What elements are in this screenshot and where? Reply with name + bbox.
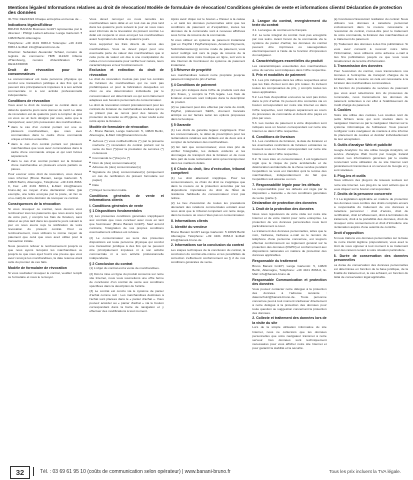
paragraph: En fonction du prestataire de services de paiement que vous avez sélectionné lors du processus de commande, nous transmettons les données de paiement collectées à cet effet à l'établissement de crédit chargé du paiement. <box>333 86 408 107</box>
paragraph: (2) Le lieu d'exécution de toutes les prestations découlant des relations commerciales existant avec nous ainsi que le tribunal compétent est notre siège, dans la mesure où vous n'êtes pas un consommateur. <box>170 201 246 218</box>
paragraph: (1) Les présentes conditions générales s'appliquent aux contrats que vous concluez avec nous en tant que fournisseur (Bruno Banani GmbH). Sauf accord contraire, l'intégration de vos propres conditions éventuellement utilisées est refusée. <box>89 214 164 235</box>
footer-contact: Tél. : 03 69 61 95 10 (coûts de communication selon opérateur) | www.banani-bruno.fr <box>40 468 231 475</box>
paragraph: (2) Le consommateur au sens des présentes dispositions est toute personne physique qui conclut une transaction juridique à des fins qui ne peuvent être principalement imputées ni à son activité commerciale ni à son activité professionnelle indépendante. <box>89 235 164 260</box>
section-heading: 8. Durée de conservation des données personnelles <box>333 253 408 262</box>
paragraph: Les étapes techniques de la conclusion du contrat, la conclusion du contrat elle-même et les possibilités de correction s'effectuent conformément au § 2 de nos conditions générales de vente. <box>170 248 246 265</box>
bullet-item: ■ dans le cas d'un contrat portant sur la livraison d'une marchandise en plusieurs envois partiels ou pièces. <box>8 159 82 171</box>
section-heading: Indications légales/Editeur <box>8 22 53 27</box>
paragraph: La durée de conservation des données personnelles est déterminée en fonction de la base juridique, de la finalité du traitement et, le cas échéant, en fonction du délai de conservation légal applicable. <box>333 262 408 279</box>
footer-note: Tous les prix incluent la TVA légale. <box>329 469 401 474</box>
paragraph: Les marchandises restent notre propriété jusqu'au paiement intégral du prix d'achat. <box>170 73 246 82</box>
section-heading: § 3 Réserve de propriété <box>170 68 212 73</box>
section-heading: 5. Outils d'analyse Web et publicité <box>333 143 392 148</box>
paragraph: (1) Les prix indiqués dans l'offre de produits sont des prix finaux, y compris la TVA légale. Les frais de livraison éventuels sont indiqués dans la description du produit. <box>170 87 246 104</box>
text-column <box>334 17 408 457</box>
section-heading: 2. Informations sur la conclusion du contrat <box>170 243 244 248</box>
section-heading: Droit d'opposition <box>333 230 364 235</box>
paragraph: Les caractéristiques essentielles des marchandises et/ou du service sont indiquées dans l'offre respective. <box>252 63 327 72</box>
section-heading: 6. Plug-ins et outils <box>333 173 366 178</box>
bullet-item: ■ dans le cas d'un contrat portant sur plusieurs marchandises que vous avez commandées dans le cadre d'une commande unique et qui sont livrées séparément. <box>8 142 82 158</box>
paragraph: 7.1 La législation applicable en matière de protection des données vous confère des droits complets envers le responsable du traitement de vos données à caractère personnel : droit d'accès, droit de rectification, droit à l'effacement, droit à la limitation du traitement, droit à la portabilité des données, droit de révoquer votre consentement et droit d'introduire une réclamation auprès d'une autorité de contrôle. <box>333 197 408 230</box>
paragraph: (2) Le paiement peut être effectué par carte de crédit, PayPal, prélèvement SEPA, virement bancaire anticipé ou sur facture selon les options proposées dans la boutique. <box>170 105 246 122</box>
bullet-item: ■ dans le cas d'un contrat portant sur une ou plusieurs marchandises, que vous avez commandées dans le cadre d'une commande unique et livrées ensemble. <box>8 125 82 141</box>
bullet-item: ■ Adresse du (des) consommateur(s) <box>89 165 163 169</box>
paragraph: A : Bruno Banani, Lange Gartenstr. 5, 10829 Berlin, Allemagne, E-Mail: info@banani-bruno.de <box>89 129 164 138</box>
text-column <box>252 17 326 457</box>
paragraph: (2) En tant que consommateur, vous êtes prié de vérifier l'intégralité, les défauts évidents et les dommages de transport dès la livraison et de nous faire part de toute réclamation ainsi qu'au transporteur dans les meilleurs délais. <box>170 144 246 166</box>
text-column <box>8 17 82 457</box>
paragraph: (b) Traitement des données à des fins publicitaires: Si vous avez consenti à recevoir notre lettre d'information, nous utilisons votre adresse e-mail à des fins publicitaires jusqu'à ce que vous vous désabonniez de la lettre d'information. <box>333 42 408 63</box>
section-heading: I. Conditions générales de vente <box>89 203 144 208</box>
paragraph: Le droit de révocation n'existe pas pour les contrats de livraison de marchandises qui ne sont pas préfabriquées et pour la fabrication desquelles un choix ou une détermination individuelle par le consommateur est déterminant ou qui sont clairement adaptées aux besoins personnels du consommateur. <box>89 77 164 102</box>
section-heading: 7. Responsabilité légale pour les défauts <box>252 182 320 187</box>
paragraph: Pour exercer votre droit de révocation, vous devez nous informer (Bruno Banani, Lange Gartenstr. 5, 10829 Berlin, Allemagne, Téléphone: +49 4101 8063-0, Fax: +49 4101 8063-1, E-Mail: info@banani-bruno.de) au moyen d'une déclaration claire (par exemple, une lettre envoyée par la poste, un fax ou un e-mail) de votre décision de révoquer ce contrat. <box>8 171 83 201</box>
paragraph: Google Analytics: Ce site utilise Google Analytics, un service d'analyse Web fourni par Google Ireland Limited. Les informations générées par le cookie concernant votre utilisation de ce site Internet sont généralement transmises à un serveur de Google et y sont stockées. <box>333 147 408 173</box>
section-heading: 1. Identité du vendeur <box>170 224 207 229</box>
section-heading: § 5 Garantie <box>170 122 191 127</box>
paragraph: Vous pouvez contacter notre délégué à la protection des données à l'adresse suivante : datenschutz@banani-bruno.de. Toute personne concernée peut à tout moment s'adresser directement à notre délégué à la protection des données pour toute question ou suggestion concernant la protection des données. <box>252 286 327 315</box>
section-heading: 7. Droits de la personne concernée <box>333 192 392 197</box>
paragraph: 3.1. La langue du contrat est le français. <box>252 27 308 32</box>
paragraph: 5.3. Les modes de paiement à votre disposition sont indiqués sous un bouton correspondant sur notre site Internet ou dans l'offre respective. <box>252 120 327 133</box>
bullet-item: ■ Signature du (des) consommateur(s) (uniquement en cas de notification du présent formulaire sur papier) <box>89 170 163 182</box>
section-heading: Responsable du traitement <box>252 259 298 264</box>
text-columns <box>8 17 408 457</box>
paragraph: 6.2. Si vous êtes un consommateur, il est légalement réglé que le risque de perte accidentelle et de détérioration accidentelle de la chose vendue pendant l'expédition ne vous est transféré qu'à la remise des marchandises, indépendamment du fait que l'expédition soit assurée ou non. <box>252 156 327 181</box>
section-heading: Conséquences de la révocation <box>8 201 61 206</box>
section-heading: Conditions de révocation <box>8 98 51 103</box>
page-heading: Mentions légales/ Informations relatives au droit de révocation/ Modèle de formulaire de révocation/ Conditions générales de vente et informations clients/ Déclaration de protection des données <box>8 5 402 16</box>
paragraph: (1) Le droit allemand s'applique. Pour les consommateurs, ce choix du droit ne s'applique que dans la mesure où la protection accordée par les dispositions impératives du droit de l'État de résidence habituelle du consommateur n'est pas retirée. <box>170 175 246 201</box>
paragraph: Bruno Banani GmbH, Lange Gartenstr. 5, 10829 Berlin, Allemagne, Téléphone: +49 4101 8063-0, E-Mail: info@banani-bruno.de <box>252 263 327 276</box>
section-heading: 3. Transmission des données <box>333 64 383 69</box>
section-heading: Conditions générales de vente et informations clients <box>89 193 164 202</box>
section-heading: Modèle de formulaire de révocation <box>89 124 149 129</box>
text-column <box>89 17 163 457</box>
paragraph: Si vous souhaitez révoquer le contrat, veuillez remplir ce formulaire et nous le renvoyer. <box>8 270 83 279</box>
paragraph: (3) Le contrat est conclu via le système de panier d'achat comme suit : Les marchandises destinées à l'achat sont placées dans le « panier d'achat ». Vous pouvez accéder au « panier d'achat » via le bouton correspondant dans la barre de navigation et y effectuer des modifications à tout moment. <box>89 288 164 314</box>
paragraph: (a) Conclusion/ Exécution/ résiliation du contrat: Nous utilisons vos données à caractère personnel exclusivement dans la mesure nécessaire à l'exécution du contrat, c'est-à-dire pour le traitement de votre commande, la livraison des marchandises et le traitement du paiement. <box>333 17 408 42</box>
section-heading: § 2 Conclusion du contrat <box>89 261 133 266</box>
section-heading: § 1 Dispositions fondamentales <box>89 209 142 214</box>
paragraph: Lors de la simple utilisation informative du site Internet, nous ne collectons que les données personnelles que votre navigateur transmet à notre serveur. Ces données sont techniquement nécessaires pour vous afficher notre site Internet et pour garantir la stabilité et la sécurité. <box>252 325 327 350</box>
section-heading: Déclaration de protection des données <box>252 201 317 206</box>
paragraph: Pour l'exécution du contrat, nous transmettons vos données à l'entreprise de transport chargée de la livraison, dans la mesure où cela est nécessaire à la livraison des marchandises commandées. <box>333 69 408 86</box>
section-heading: § 4 Conditions de paiement <box>170 82 217 87</box>
section-heading: 6. Conditions de livraison <box>252 134 295 139</box>
bullet-item: ■ Date <box>89 183 163 187</box>
paragraph: Nous utilisons des plug-ins de réseaux sociaux sur notre site Internet. Les plug-ins ne sont activés que si vous cliquez sur le bouton correspondant. <box>333 178 408 191</box>
paragraph: (*) Rayez la mention inutile. <box>89 188 128 193</box>
paragraph: 5.2. Les frais d'expédition encourus ne sont pas inclus dans le prix d'achat. Ils peuvent être consultés via un bouton correspondant sur notre site Internet ou dans l'offre respective, sont indiqués séparément au cours du processus de commande et doivent être payés en plus par vous. <box>252 95 327 120</box>
section-heading: Droit de révocation pour les consommateurs <box>8 67 83 77</box>
paragraph: La responsabilité pour les défauts est régie par la disposition « Garantie » de nos conditions générales de vente (partie I). <box>252 187 327 200</box>
paragraph: 6.1. Les conditions de livraison, la date de livraison et les éventuelles restrictions de livraison existantes se trouvent sous un bouton correspondant sur notre site Internet ou dans l'offre respective. <box>252 139 327 156</box>
footer-divider <box>33 467 34 476</box>
paragraph: Téléphone: +49 4101 8063-0 Télécopie: +49 4101 8063-1 E-Mail: info@banani-bruno.de <box>8 40 83 49</box>
paragraph: Notre site utilise des cookies. Les cookies sont de petits fichiers texte qui sont stockés dans le navigateur Internet ou par le navigateur Internet sur le système informatique de l'utilisateur. Vous pouvez configurer votre navigateur de manière à être informé du placement de cookies et décider individuellement de leur acceptation. <box>333 113 408 142</box>
section-heading: 3. Langue du contrat, enregistrement du texte du contrat <box>252 18 327 27</box>
bullet-item: ■ Je/nous (*) vous notifie/notifions (*) par la présente ma/notre (*) révocation du contrat portant sur la vente du bien (*)/pour la prestation de services (*) ci-dessous <box>89 139 163 155</box>
section-heading: Responsable Communication et protection des données <box>252 277 327 286</box>
paragraph: Direction: Sebastian Alexander Schaul, numéro de registre de commerce: HRB 112420 tribunal d'Hambourg, numéro d'identification TVA DE113330098 <box>8 50 83 67</box>
section-heading: 4. Caractéristiques essentielles du produit <box>252 58 323 63</box>
section-heading: Exclusion et extinction du droit de révocation <box>89 68 164 77</box>
paragraph: Vous devez renvoyer ou nous remettre les marchandises sans délai et en tout cas au plus tard dans les quatorze jours suivant le jour où vous nous avez informés de la révocation du présent contrat. Le délai est respecté si vous envoyez les marchandises avant l'expiration du délai de quatorze jours. <box>89 17 164 42</box>
paragraph: BRUNO BANANI Business GmbH représentée par le directeur : Philipp Liebert adresse: Lange Gartenstr. 5 10829 Berlin Allemagne <box>8 27 83 40</box>
bullet-item: ■ Commandé le (*)/reçu le (*) <box>89 156 163 160</box>
page-footer <box>0 464 413 480</box>
text-column <box>171 17 245 457</box>
section-heading: 1. Droit de la protection des données <box>252 206 314 211</box>
section-heading: 4. Cookies <box>333 108 352 113</box>
bullet-item: ■ Nom du (des) consommateur(s) <box>89 161 163 165</box>
paragraph: Si vous révoquez ce contrat, nous devons vous rembourser tous les paiements que nous avons reçus de votre part, y compris les frais de livraison, sans délai et au plus tard dans les quatorze jours suivant le jour où nous avons reçu la notification de votre révocation du présent contrat. Pour ce remboursement, nous utilisons le même moyen de paiement que celui que vous avez utilisé pour la transaction initiale. <box>8 206 83 243</box>
paragraph: 3.2. Le texte intégral du contrat n'est pas enregistré par nos soins. Avant l'envoi de la commande via le système de panier d'achat, les données du contrat peuvent être imprimées ou sauvegardées électroniquement à l'aide de la fonction d'impression du navigateur. <box>252 32 327 58</box>
paragraph: Nous pouvons refuser le remboursement jusqu'à ce que nous ayons récupéré les marchandises ou jusqu'à ce que vous ayez fourni une preuve que vous avez renvoyé les marchandises, la date retenue étant celle du premier de ces faits. <box>8 244 83 265</box>
paragraph: Vous avez le droit de révoquer ce contrat dans un délai de quatorze jours sans donner de motif. Le délai de révocation est de quatorze jours à compter du jour où vous ou un tiers désigné par vous, autre que le transporteur, avez pris possession des marchandises. <box>8 103 83 124</box>
paragraph: (1) L'objet du contrat est la vente de marchandises. <box>89 266 160 271</box>
paragraph: Vous supportez les frais directs de renvoi des marchandises. Vous ne devez payer pour une éventuelle perte de valeur des marchandises que si cette perte de valeur est due à une manipulation de celles-ci non nécessaire pour vérifier leur nature, leurs caractéristiques et leur fonctionnement. <box>89 42 164 67</box>
section-heading: 2. Collecte et traitement des données lors de la visite du site <box>252 316 327 325</box>
paragraph: Si vous utilisez un système de paiement instantané (par ex. PayPal / PayPal Express, Amazon Payments, Sofortüberweisung) comme mode de paiement, vous serez redirigé soit vers la page de résumé de la commande dans notre boutique en ligne, soit vers le site Internet du fournisseur du système de paiement instantané. <box>170 38 246 67</box>
paragraph: Nous nous réjouissons de votre visite sur notre site Internet et de votre intérêt pour notre entreprise. La protection de vos données personnelles nous tient particulièrement à cœur. <box>252 211 327 228</box>
section-heading: Modèle de formulaire de révocation <box>8 265 67 270</box>
paragraph: Si nous traitons vos données personnelles sur la base de notre intérêt légitime prépondérant, vous avez le droit de vous opposer à tout moment à ce traitement pour des raisons tenant à votre situation particulière. <box>333 235 408 252</box>
section-heading: II. Informations clients <box>170 219 208 224</box>
paragraph: 5.1. Les prix indiqués dans les offres respectives ainsi que les frais d'envoi sont des prix totaux. Ils incluent toutes les composantes de prix, y compris toutes les taxes applicables. <box>252 77 327 95</box>
paragraph: Le consommateur est toute personne physique qui conclut une transaction juridique à des fins qui ne peuvent être principalement imputées ni à son activité commerciale ni à son activité professionnelle indépendante. <box>8 76 83 98</box>
paragraph: Le droit de révocation s'éteint prématurément pour les contrats de livraison de marchandises scellées qui ne se prêtent pas au renvoi pour des raisons de protection de la santé ou d'hygiène, si leur scellé a été retiré après la livraison. <box>89 102 164 123</box>
paragraph: Bruno Banani GmbH Lange Gartenstr. 5 10829 Berlin Allemagne Téléphone: +49 4101 8063-0 E-Mail: info@banani-bruno.de <box>170 229 246 242</box>
paragraph: (2) Dès la mise en ligne du produit concerné sur notre site Internet, nous vous soumettons une offre ferme de conclusion d'un contrat de vente aux conditions spécifiées dans la description de l'article. <box>89 271 164 288</box>
paragraph: (1) Les droits de garantie légaux s'appliquent. Pour les consommateurs, le délai de prescription pour les réclamations relatives aux défauts est de deux ans à compter de la livraison des marchandises. <box>170 127 246 144</box>
section-heading: § 6 Choix du droit, lieu d'exécution, tribunal compétent <box>170 166 246 175</box>
section-heading: 5. Prix et modalités de paiement <box>252 73 306 78</box>
paragraph: Le traitement des données personnelles, telles que le nom, l'adresse, l'adresse e-mail ou le numéro de téléphone d'une personne concernée, est toujours effectué conformément au règlement général sur la protection des données (RGPD) et conformément aux dispositions nationales en matière de protection des données applicables. <box>252 229 327 258</box>
paragraph: Après avoir cliqué sur le bouton « Passer à la caisse » et saisi les données personnelles ainsi que les conditions de paiement et d'expédition, toutes les données de la commande sont à nouveau affichées sous forme de résumé de la commande. <box>170 17 246 38</box>
page-number: 32 <box>10 466 30 479</box>
paragraph: ID-TVA: DE223324 Chaque entreprise est tenue de ... <box>8 17 82 21</box>
